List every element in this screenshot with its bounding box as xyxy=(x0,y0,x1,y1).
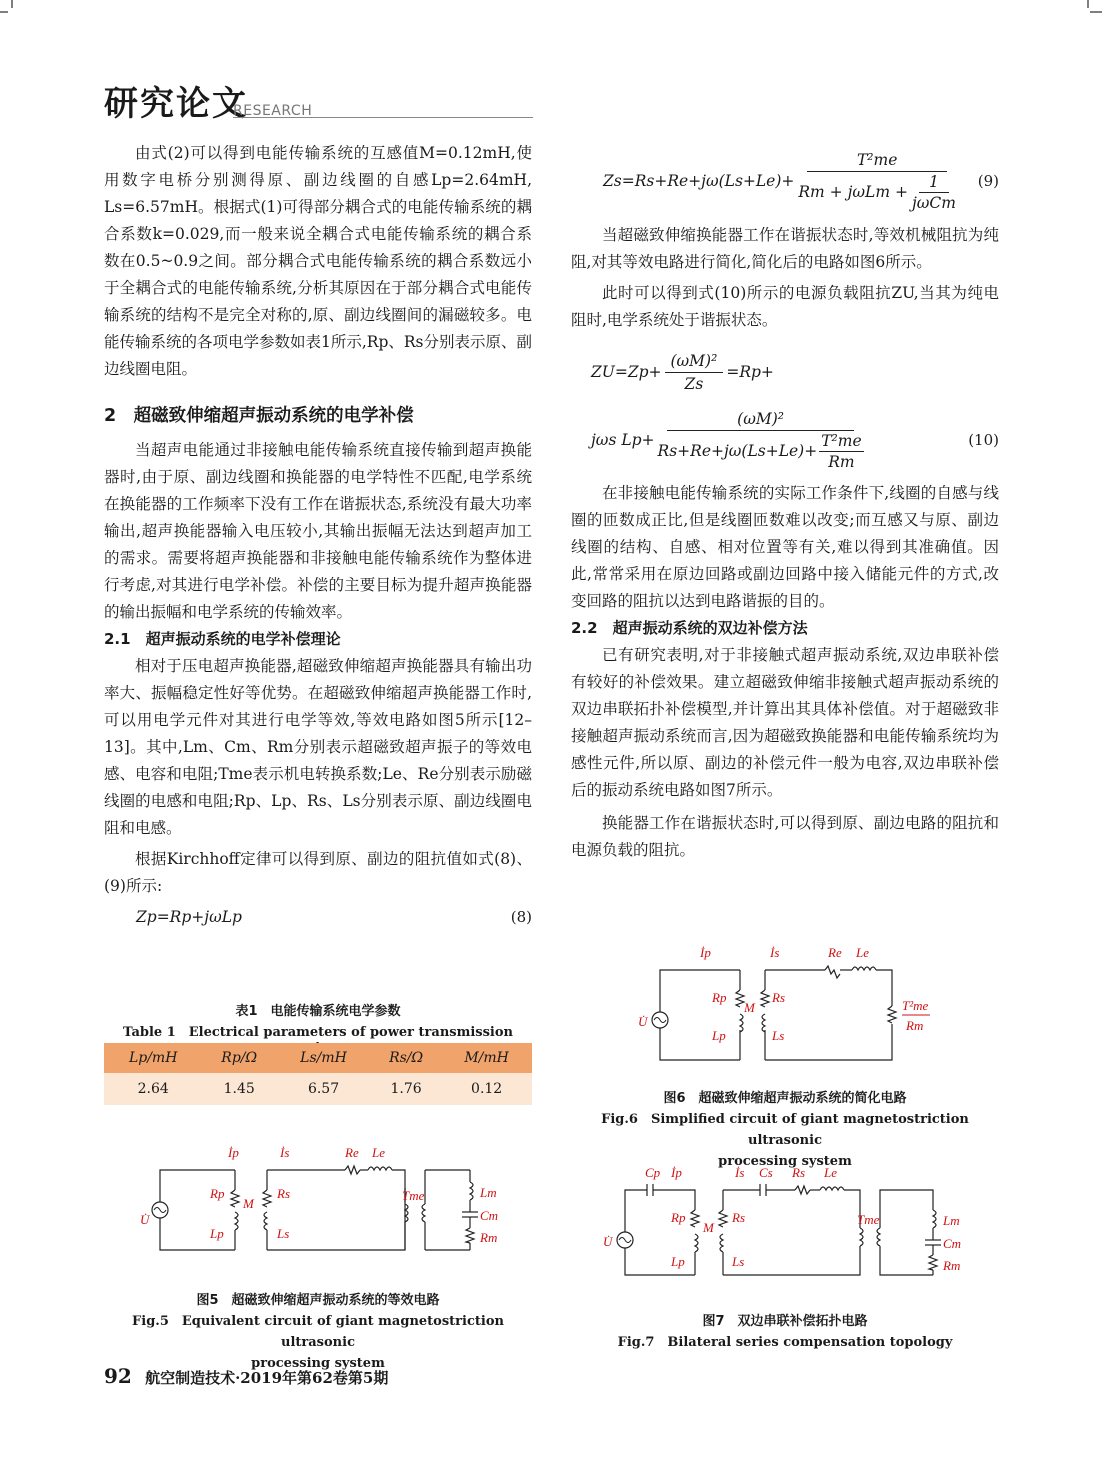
right-column xyxy=(571,140,999,864)
table-header-cell: M/mH xyxy=(441,1043,532,1073)
fig5-caption-en1: Fig.5 Equivalent circuit of giant magnetostriction ultrasonic xyxy=(132,1314,504,1350)
paragraph-3: 相对于压电超声换能器,超磁致伸缩超声换能器具有输出功率大、振幅稳定性好等优势。在超磁致伸缩超声换能器工作时,可以用电学元件对其进行电学等效,等效电路如图5所示[12–13]。其中,Lm、Cm、Rm分别表示超磁致超声振子的等效电感、电容和电阻;Tme表示机电转换系数;Le、Re分别表示励磁线圈的电感和电阻;Rp、Lp、Rs、Ls分别表示原、副边线圈电阻和电感。 xyxy=(104,657,532,837)
equation-9-num: T²me xyxy=(807,149,947,172)
equation-10a-den: Zs xyxy=(684,374,704,393)
fig7-label-cp: Cp xyxy=(645,1165,661,1180)
equation-9-jwc: jωCm xyxy=(911,194,956,212)
fig5-label-m: M xyxy=(243,1196,254,1211)
table-cell: 1.45 xyxy=(202,1073,276,1105)
page-number: 92 xyxy=(104,1364,132,1388)
fig7-label-le: Le xyxy=(824,1165,837,1180)
fig6-label-rm: Rm xyxy=(906,1018,924,1033)
equation-9-den: Rm + jωLm + xyxy=(798,183,908,201)
equation-10b-den: Rs+Re+jω(Ls+Le)+ xyxy=(657,442,818,460)
fig6-label-m: M xyxy=(744,1000,755,1015)
fig5-label-rm: Rm xyxy=(480,1230,498,1245)
equation-10a-lhs: ZU=Zp+ xyxy=(591,362,662,381)
fig5-label-lp: Lp xyxy=(210,1226,224,1241)
fig6-label-lp: Lp xyxy=(712,1028,726,1043)
equation-9-number: (9) xyxy=(977,171,999,190)
fig6-label-ip: İp xyxy=(700,945,711,960)
equation-8-number: (8) xyxy=(510,908,532,926)
paragraph-5: 当超磁致伸缩换能器工作在谐振状态时,等效机械阻抗为纯阻,对其等效电路进行简化,简化后的电路如图6所示。 xyxy=(571,226,999,271)
table-header-cell: Rp/Ω xyxy=(202,1043,276,1073)
table-header-cell: Rs/Ω xyxy=(371,1043,441,1073)
fig6-label-t2me: T²me xyxy=(902,998,929,1013)
table-header-cell: Ls/mH xyxy=(276,1043,371,1073)
fig5-label-rs: Rs xyxy=(277,1186,290,1201)
fig7-label-lp: Lp xyxy=(671,1254,685,1269)
paragraph-1: 由式(2)可以得到电能传输系统的互感值M=0.12mH,使用数字电桥分别测得原、副边线圈的自感Lp=2.64mH, Ls=6.57mH。根据式(1)可得部分耦合式的电能传输系统的耦合系数k=0.029,而一般来说全耦合式电能传输系统的耦合系数在0.5~0.9之间。部分耦合式电能传输系统的耦合系数远小于全耦合式的电能传输系统,分析其原因在于部分耦合式电能传输系统的结构不是完全对称的,原、副边线圈间的漏磁较多。电能传输系统的各项电学参数如表1所示,Rp、Rs分别表示原、副边线圈电阻。 xyxy=(104,144,533,378)
paragraph-4: 根据Kirchhoff定律可以得到原、副边的阻抗值如式(8)、(9)所示: xyxy=(104,850,532,895)
figure-6-circuit xyxy=(620,940,940,1075)
fig5-label-lm: Lm xyxy=(480,1185,497,1200)
equation-9-one: 1 xyxy=(919,172,949,193)
fig5-label-ls: Ls xyxy=(277,1226,290,1241)
section-2-2-heading: 2.2 超声振动系统的双边补偿方法 xyxy=(571,619,808,637)
equation-10a-num: (ωM)² xyxy=(665,350,724,373)
fig7-label-rp: Rp xyxy=(671,1210,686,1225)
fig5-label-re: Re xyxy=(345,1145,359,1160)
fig5-label-u: U̇ xyxy=(140,1212,150,1227)
figure-5-circuit xyxy=(140,1140,520,1285)
header-rule xyxy=(233,117,533,118)
fig5-label-tme: Tme xyxy=(402,1188,425,1203)
table-cell: 6.57 xyxy=(276,1073,371,1105)
paragraph-7: 在非接触电能传输系统的实际工作条件下,线圈的自感与线圈的匝数成正比,但是线圈匝数难以改变;而互感又与原、副边线圈的结构、自感、相对位置等有关,难以得到其准确值。因此,常常采用在原边回路或副边回路中接入储能元件的方式,改变回路的阻抗以达到电路谐振的目的。 xyxy=(571,484,999,610)
paragraph-6: 此时可以得到式(10)所示的电源负载阻抗ZU,当其为纯电阻时,电学系统处于谐振状态。 xyxy=(571,284,999,329)
fig6-label-rp: Rp xyxy=(712,990,727,1005)
fig7-label-cs: Cs xyxy=(759,1165,773,1180)
fig6-label-is: İs xyxy=(770,945,780,960)
fig6-label-le: Le xyxy=(856,945,869,960)
equation-10b-frac-den: Rm xyxy=(828,453,855,471)
equation-10b-num: (ωM)² xyxy=(667,408,854,431)
fig7-label-is: İs xyxy=(735,1165,745,1180)
equation-8-body: Zp=Rp+jωLp xyxy=(136,908,242,926)
table-1-caption-en: Table 1 Electrical parameters of power transmission xyxy=(123,1025,513,1040)
fig5-label-ip: İp xyxy=(228,1145,239,1160)
fig6-caption-en1: Fig.6 Simplified circuit of giant magnetostriction ultrasonic xyxy=(601,1112,969,1148)
fig5-caption-en2: processing system xyxy=(251,1356,385,1371)
fig7-caption-cn: 图7 双边串联补偿拓扑电路 xyxy=(702,1314,868,1329)
paragraph-9: 换能器工作在谐振状态时,可以得到原、副边电路的阻抗和电源负载的阻抗。 xyxy=(571,814,999,859)
fig7-label-rm: Rm xyxy=(943,1258,961,1273)
equation-10-number: (10) xyxy=(968,430,999,449)
journal-name: 航空制造技术·2019年第62卷第5期 xyxy=(145,1369,389,1387)
fig7-label-lm: Lm xyxy=(943,1213,960,1228)
equation-9-lhs: Zs=Rs+Re+jω(Ls+Le)+ xyxy=(603,171,795,190)
equation-8 xyxy=(104,904,532,931)
fig6-label-rs: Rs xyxy=(772,990,785,1005)
fig7-label-cm: Cm xyxy=(943,1236,962,1251)
table-1 xyxy=(104,1043,532,1105)
figure-7-caption xyxy=(571,1311,999,1353)
section-2-heading: 2 超磁致伸缩超声振动系统的电学补偿 xyxy=(104,406,414,426)
table-header-row xyxy=(104,1043,532,1073)
table-cell: 1.76 xyxy=(371,1073,441,1105)
fig7-label-m: M xyxy=(703,1220,714,1235)
paragraph-8: 已有研究表明,对于非接触式超声振动系统,双边串联补偿有较好的补偿效果。建立超磁致伸缩非接触式超声振动系统的双边串联拓扑补偿模型,并计算出其具体补偿值。对于超磁致非接触超声振动系统而言,因为超磁致换能器和电能传输系统均为感性元件,所以原、副边的补偿元件一般为电容,双边串联补偿后的振动系统电路如图7所示。 xyxy=(571,646,999,799)
figure-5-caption xyxy=(104,1290,532,1374)
table-header-cell: Lp/mH xyxy=(104,1043,202,1073)
fig5-label-rp: Rp xyxy=(210,1186,225,1201)
fig6-label-re: Re xyxy=(828,945,842,960)
fig7-label-rs: Rs xyxy=(732,1210,745,1225)
equation-10b-frac-num: T²me xyxy=(821,432,862,450)
section-2-1-heading: 2.1 超声振动系统的电学补偿理论 xyxy=(104,630,341,648)
fig6-label-ls: Ls xyxy=(772,1028,785,1043)
figure-7-circuit xyxy=(595,1160,985,1300)
equation-9 xyxy=(571,140,999,222)
fig7-label-ls: Ls xyxy=(732,1254,745,1269)
fig7-label-tme: Tme xyxy=(857,1212,880,1227)
fig7-label-u: U̇ xyxy=(603,1234,613,1249)
table-cell: 0.12 xyxy=(441,1073,532,1105)
equation-10a xyxy=(571,344,999,400)
left-column xyxy=(104,140,532,931)
corner-marks xyxy=(0,0,1102,20)
fig5-label-cm: Cm xyxy=(480,1208,499,1223)
fig6-caption-cn: 图6 超磁致伸缩超声振动系统的简化电路 xyxy=(663,1091,907,1106)
fig7-label-ip: İp xyxy=(671,1165,682,1180)
header-title: 研究论文 xyxy=(104,84,248,124)
equation-10a-tail: =Rp+ xyxy=(726,362,774,381)
fig5-caption-cn: 图5 超磁致伸缩超声振动系统的等效电路 xyxy=(196,1293,440,1308)
page-footer xyxy=(104,1364,388,1388)
table-cell: 2.64 xyxy=(104,1073,202,1105)
fig6-caption-en2: processing system xyxy=(718,1154,852,1169)
table-1-caption-cn: 表1 电能传输系统电学参数 xyxy=(235,1004,401,1019)
fig5-label-is: İs xyxy=(280,1145,290,1160)
fig5-label-le: Le xyxy=(372,1145,385,1160)
fig6-label-u: U̇ xyxy=(638,1014,648,1029)
fig7-caption-en: Fig.7 Bilateral series compensation topology xyxy=(617,1335,953,1350)
header-subtitle: RESEARCH xyxy=(233,103,313,119)
table-row xyxy=(104,1073,532,1105)
fig7-label-rs-top: Rs xyxy=(792,1165,805,1180)
paragraph-2: 当超声电能通过非接触电能传输系统直接传输到超声换能器时,由于原、副边线圈和换能器的电学特性不匹配,电学系统在换能器的工作频率下没有工作在谐振状态,系统没有最大功率输出,超声换能器输入电压较小,其输出振幅无法达到超声加工的需求。需要将超声换能器和非接触电能传输系统作为整体进行考虑,对其进行电学补偿。补偿的主要目标为提升超声换能器的输出振幅和电学系统的传输效率。 xyxy=(104,441,532,621)
equation-10b-lhs: jωs Lp+ xyxy=(591,430,655,449)
equation-10b xyxy=(571,400,999,480)
